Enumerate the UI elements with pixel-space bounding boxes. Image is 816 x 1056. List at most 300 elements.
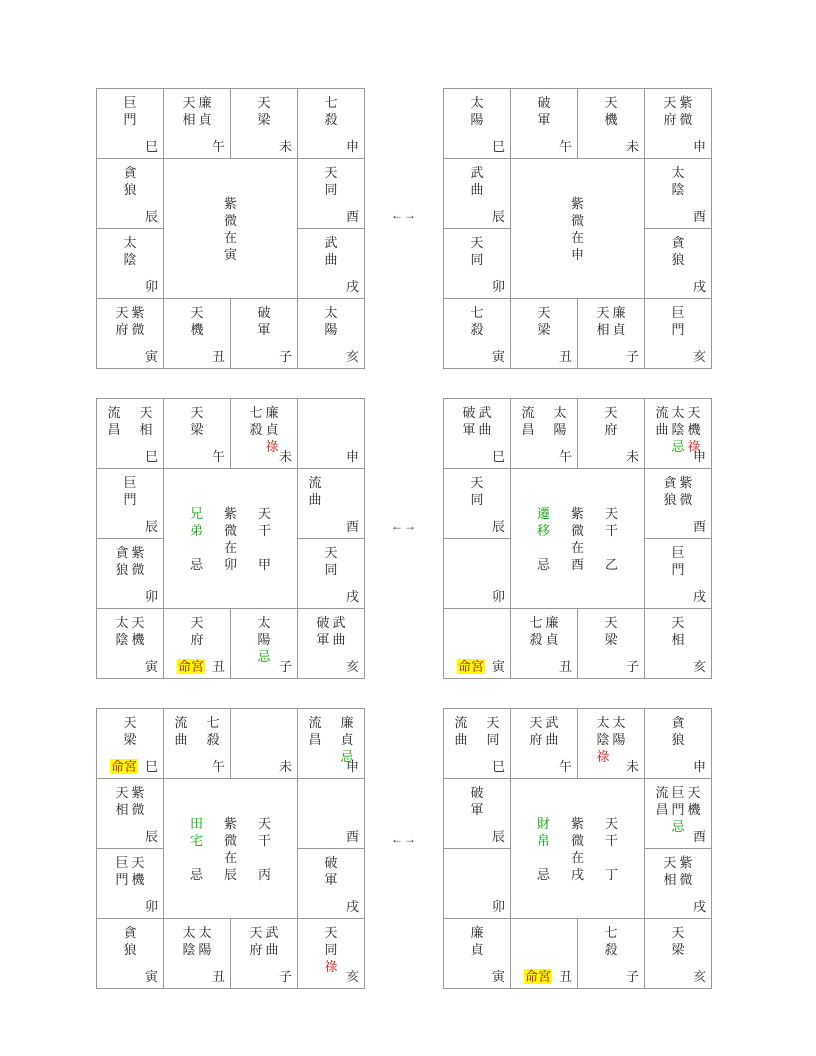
star-char: 梁 (604, 632, 618, 647)
star-char: 干 (604, 833, 618, 848)
star-char: 太 (198, 925, 212, 940)
branch-label-xu: 戌 (345, 899, 359, 914)
palace-cell-wei (578, 709, 645, 779)
star-char: 太 (182, 925, 196, 940)
palace-cell-wu (164, 89, 231, 159)
center-text (511, 505, 644, 573)
star-char: 軍 (324, 872, 338, 887)
center-line (511, 195, 644, 212)
star-char (604, 246, 620, 263)
star-line (645, 801, 711, 818)
branch-label-hai: 亥 (692, 969, 706, 984)
star-line (578, 111, 644, 128)
star-line (298, 304, 364, 321)
branch-label-yin: 寅 (144, 969, 158, 984)
branch-label-zi: 子 (625, 659, 639, 674)
star-line (97, 614, 163, 631)
star-line (298, 491, 364, 508)
palace-cell-you (298, 159, 365, 229)
star-char (469, 714, 485, 731)
star-char: 狼 (115, 562, 129, 577)
palace-cell-shen (645, 709, 712, 779)
cell-stars (97, 854, 163, 888)
star-char: 紫 (223, 196, 237, 211)
star-line (645, 731, 711, 748)
star-line (298, 871, 364, 888)
palace-cell-chou (511, 299, 578, 369)
palace-cell-xu (298, 849, 365, 919)
cell-stars (97, 164, 163, 198)
branch-label-chou: 丑 (211, 349, 225, 364)
branch-label-xu: 戌 (692, 899, 706, 914)
star-char: 紫 (131, 785, 145, 800)
star-char: 狼 (671, 732, 685, 747)
star-line (298, 854, 364, 871)
cell-stars (645, 714, 711, 748)
star-char: 府 (529, 732, 543, 747)
star-char: 七 (604, 925, 618, 940)
star-char: 巨 (123, 95, 137, 110)
palace-cell-chou (164, 299, 231, 369)
palace-cell-wei (578, 89, 645, 159)
star-line (578, 304, 644, 321)
star-char: 門 (671, 562, 685, 577)
star-char: 流 (454, 715, 468, 730)
star-line (511, 714, 577, 731)
branch-label-xu: 戌 (345, 589, 359, 604)
branch-label-wei: 未 (625, 139, 639, 154)
branch-label-you: 酉 (345, 829, 359, 844)
star-char: 機 (190, 322, 204, 337)
cell-stars (578, 714, 644, 765)
star-line (97, 544, 163, 561)
branch-label-xu: 戌 (692, 279, 706, 294)
star-char (536, 195, 552, 212)
star-line (97, 924, 163, 941)
star-char: 天 (470, 475, 484, 490)
star-line (298, 164, 364, 181)
star-char: 在 (570, 230, 584, 245)
branch-label-wei: 未 (278, 759, 292, 774)
star-char: 微 (679, 492, 693, 507)
star-line (298, 321, 364, 338)
ziwei-chart-xu (443, 708, 712, 989)
star-char: 梁 (123, 732, 137, 747)
star-char: 甲 (257, 557, 271, 572)
star-line (444, 421, 510, 438)
center-line (511, 229, 644, 246)
hua-green-char: 宅 (189, 833, 203, 848)
center-line (164, 522, 297, 539)
branch-label-zi: 子 (278, 659, 292, 674)
star-line (578, 94, 644, 111)
star-char: 同 (470, 252, 484, 267)
palace-cell-wei (231, 399, 298, 469)
star-char: 天 (486, 715, 500, 730)
palace-cell-you (298, 779, 365, 849)
palace-cell-you (298, 469, 365, 539)
star-char: 太 (470, 95, 484, 110)
star-char: 干 (604, 523, 618, 538)
star-char (323, 474, 339, 491)
cell-stars (97, 544, 163, 578)
star-char: 破 (470, 785, 484, 800)
star-line (231, 94, 297, 111)
branch-label-wei: 未 (278, 449, 292, 464)
star-char: 天 (663, 95, 677, 110)
hua-green-char: 移 (536, 523, 550, 538)
star-char: 相 (182, 112, 196, 127)
star-line (578, 941, 644, 958)
star-line (298, 614, 364, 631)
chart-center (511, 159, 645, 299)
star-char: 貞 (340, 732, 354, 747)
branch-label-shen: 申 (345, 759, 359, 774)
star-char: 陰 (671, 182, 685, 197)
branch-label-chen: 辰 (491, 519, 505, 534)
star-char (604, 229, 620, 246)
star-char: 陽 (324, 322, 338, 337)
cell-stars (97, 614, 163, 648)
cell-stars (164, 404, 230, 438)
palace-cell-chen (97, 469, 164, 539)
star-line (97, 404, 163, 421)
star-char: 武 (470, 165, 484, 180)
palace-cell-wu (511, 89, 578, 159)
star-line (164, 94, 230, 111)
palace-cell-chou (164, 609, 231, 679)
star-char: 乙 (604, 557, 618, 572)
branch-label-yin: 寅 (144, 349, 158, 364)
star-char: 戌 (570, 867, 584, 882)
star-char: 微 (131, 322, 145, 337)
center-line (511, 556, 644, 573)
cell-stars (298, 854, 364, 888)
cell-stars (444, 784, 510, 818)
star-line (231, 941, 297, 958)
cell-stars (231, 304, 297, 338)
star-char: 流 (308, 475, 322, 490)
star-char: 在 (223, 540, 237, 555)
palace-cell-xu (298, 229, 365, 299)
star-char: 天 (663, 855, 677, 870)
center-text (511, 195, 644, 263)
cell-stars (645, 94, 711, 128)
palace-cell-you (645, 779, 712, 849)
chart-center (164, 469, 298, 609)
branch-label-mao: 卯 (491, 899, 505, 914)
star-char: 貪 (115, 545, 129, 560)
cell-stars (645, 854, 711, 888)
center-line (511, 505, 644, 522)
star-line (444, 491, 510, 508)
star-line (231, 924, 297, 941)
cell-stars (645, 784, 711, 835)
star-line (645, 321, 711, 338)
star-char: 機 (131, 872, 145, 887)
branch-label-shen: 申 (692, 139, 706, 154)
palace-cell-you (645, 469, 712, 539)
star-char: 天 (537, 305, 551, 320)
palace-cell-chou (164, 919, 231, 989)
swap-arrow-icon: ←→ (391, 519, 417, 533)
star-line (298, 544, 364, 561)
hua-green-char: 忌 (257, 649, 271, 664)
branch-label-wu: 午 (211, 759, 225, 774)
center-line (164, 195, 297, 212)
star-char: 機 (604, 112, 618, 127)
star-char: 梁 (537, 322, 551, 337)
star-char: 軍 (470, 802, 484, 817)
star-char: 紫 (131, 545, 145, 560)
star-line (444, 164, 510, 181)
palace-cell-si (444, 709, 511, 779)
star-char: 太 (257, 615, 271, 630)
star-char (536, 421, 552, 438)
star-char: 紫 (223, 506, 237, 521)
star-line (231, 421, 297, 438)
star-char: 陽 (553, 422, 567, 437)
star-char: 曲 (655, 422, 669, 437)
star-char: 廉 (545, 615, 559, 630)
star-char: 貞 (198, 112, 212, 127)
star-char: 天 (324, 165, 338, 180)
branch-label-chou: 丑 (558, 349, 572, 364)
star-char: 天 (257, 816, 271, 831)
branch-label-hai: 亥 (692, 659, 706, 674)
star-char: 破 (537, 95, 551, 110)
center-line (164, 212, 297, 229)
star-line (97, 164, 163, 181)
center-text (164, 195, 297, 263)
star-char: 貪 (123, 925, 137, 940)
cell-stars (444, 94, 510, 128)
cell-stars (97, 924, 163, 958)
center-text (164, 505, 297, 573)
palace-cell-mao (444, 229, 511, 299)
star-line (444, 404, 510, 421)
star-char: 曲 (174, 732, 188, 747)
star-line (645, 924, 711, 941)
cell-stars (298, 924, 364, 975)
palace-cell-you (645, 159, 712, 229)
cell-stars (298, 544, 364, 578)
center-line (164, 505, 297, 522)
branch-label-mao: 卯 (144, 589, 158, 604)
palace-cell-shen (298, 709, 365, 779)
star-line (164, 111, 230, 128)
star-line (231, 304, 297, 321)
star-line (645, 614, 711, 631)
star-char: 丁 (604, 867, 618, 882)
star-char (189, 539, 205, 556)
star-char: 武 (265, 925, 279, 940)
cell-stars (511, 404, 577, 438)
star-line (645, 561, 711, 578)
palace-cell-si (97, 89, 164, 159)
star-line (164, 421, 230, 438)
star-char: 梁 (257, 112, 271, 127)
palace-cell-yin (97, 919, 164, 989)
star-line (444, 924, 510, 941)
branch-label-shen: 申 (345, 449, 359, 464)
star-char: 流 (655, 405, 669, 420)
branch-label-xu: 戌 (692, 589, 706, 604)
cell-stars (444, 234, 510, 268)
star-char: 曲 (324, 252, 338, 267)
cell-stars (645, 304, 711, 338)
star-line (511, 304, 577, 321)
star-char (257, 229, 273, 246)
palace-cell-chou (511, 609, 578, 679)
cell-stars (645, 404, 711, 455)
star-line (444, 474, 510, 491)
star-line (164, 631, 230, 648)
star-char: 機 (131, 632, 145, 647)
star-char: 陰 (671, 422, 685, 437)
star-char: 辰 (223, 867, 237, 882)
star-char: 微 (131, 562, 145, 577)
star-char (323, 714, 339, 731)
star-char: 武 (324, 235, 338, 250)
star-char: 太 (612, 715, 626, 730)
star-line (645, 234, 711, 251)
branch-label-yin: 寅 (491, 659, 505, 674)
star-line (298, 631, 364, 648)
star-char: 殺 (470, 322, 484, 337)
star-line (164, 614, 230, 631)
center-line (511, 866, 644, 883)
palace-cell-zi (231, 299, 298, 369)
center-line (164, 832, 297, 849)
hua-green-char: 忌 (671, 439, 685, 454)
star-char: 府 (249, 942, 263, 957)
cell-stars (164, 304, 230, 338)
star-char: 軍 (316, 632, 330, 647)
star-char: 巨 (123, 475, 137, 490)
hua-green-char: 忌 (340, 749, 354, 764)
star-char: 太 (324, 305, 338, 320)
star-line (578, 714, 644, 731)
star-char: 微 (131, 802, 145, 817)
star-char (604, 212, 620, 229)
star-char: 天 (190, 405, 204, 420)
star-char: 狼 (663, 492, 677, 507)
star-line (97, 731, 163, 748)
palace-cell-wei (231, 89, 298, 159)
star-char: 紫 (223, 816, 237, 831)
branch-label-wu: 午 (558, 759, 572, 774)
star-char: 梁 (190, 422, 204, 437)
star-char (189, 246, 205, 263)
star-char: 昌 (308, 732, 322, 747)
star-char: 狼 (123, 182, 137, 197)
branch-label-wu: 午 (211, 139, 225, 154)
star-char: 狼 (123, 942, 137, 957)
star-line (97, 181, 163, 198)
branch-label-xu: 戌 (345, 279, 359, 294)
cell-stars (298, 234, 364, 268)
palace-cell-chen (444, 469, 511, 539)
ziwei-chart-shen (443, 88, 712, 369)
star-line (578, 421, 644, 438)
star-line (298, 94, 364, 111)
cell-stars (97, 784, 163, 818)
star-char: 同 (324, 562, 338, 577)
star-line (444, 234, 510, 251)
cell-stars (164, 94, 230, 128)
star-line (97, 941, 163, 958)
palace-cell-hai (645, 609, 712, 679)
star-char: 破 (324, 855, 338, 870)
star-char: 太 (115, 615, 129, 630)
star-char: 紫 (131, 305, 145, 320)
hua-green-char: 帛 (536, 833, 550, 848)
swap-arrow-icon: ←→ (391, 832, 417, 846)
branch-label-si: 巳 (144, 449, 158, 464)
star-char: 微 (679, 872, 693, 887)
branch-label-wei: 未 (625, 759, 639, 774)
ziwei-chart-mao (96, 398, 365, 679)
cell-stars (578, 404, 644, 438)
star-char: 破 (316, 615, 330, 630)
star-char: 七 (206, 715, 220, 730)
star-char: 陽 (470, 112, 484, 127)
star-line (97, 631, 163, 648)
star-char: 相 (671, 632, 685, 647)
palace-cell-hai (298, 609, 365, 679)
star-char: 狼 (671, 252, 685, 267)
star-char: 陰 (115, 632, 129, 647)
star-char: 相 (596, 322, 610, 337)
branch-label-hai: 亥 (345, 659, 359, 674)
star-char: 在 (223, 850, 237, 865)
cell-stars (298, 614, 364, 648)
star-char (307, 748, 323, 765)
branch-label-chou: 丑 (211, 659, 225, 674)
star-line (97, 474, 163, 491)
star-char (257, 212, 273, 229)
ziwei-chart-you (443, 398, 712, 679)
star-char: 同 (324, 182, 338, 197)
star-char: 巨 (115, 855, 129, 870)
branch-label-yin: 寅 (491, 969, 505, 984)
star-char: 天 (190, 305, 204, 320)
star-line (97, 321, 163, 338)
star-char: 天 (529, 715, 543, 730)
hua-green-char: 兄 (189, 506, 203, 521)
palace-cell-hai (645, 299, 712, 369)
swap-arrow-icon: ←→ (391, 208, 417, 222)
star-char: 紫 (570, 816, 584, 831)
cell-stars (298, 94, 364, 128)
star-char: 殺 (206, 732, 220, 747)
cell-stars (645, 164, 711, 198)
star-char (536, 229, 552, 246)
star-line (97, 234, 163, 251)
star-char: 太 (596, 715, 610, 730)
star-line (97, 714, 163, 731)
star-char: 梁 (671, 942, 685, 957)
star-char (257, 539, 273, 556)
star-char: 天 (249, 925, 263, 940)
palace-cell-si (97, 709, 164, 779)
star-line (231, 614, 297, 631)
cell-stars (164, 614, 230, 648)
palace-cell-mao (97, 539, 164, 609)
cell-stars (444, 924, 510, 958)
star-char (654, 438, 670, 455)
